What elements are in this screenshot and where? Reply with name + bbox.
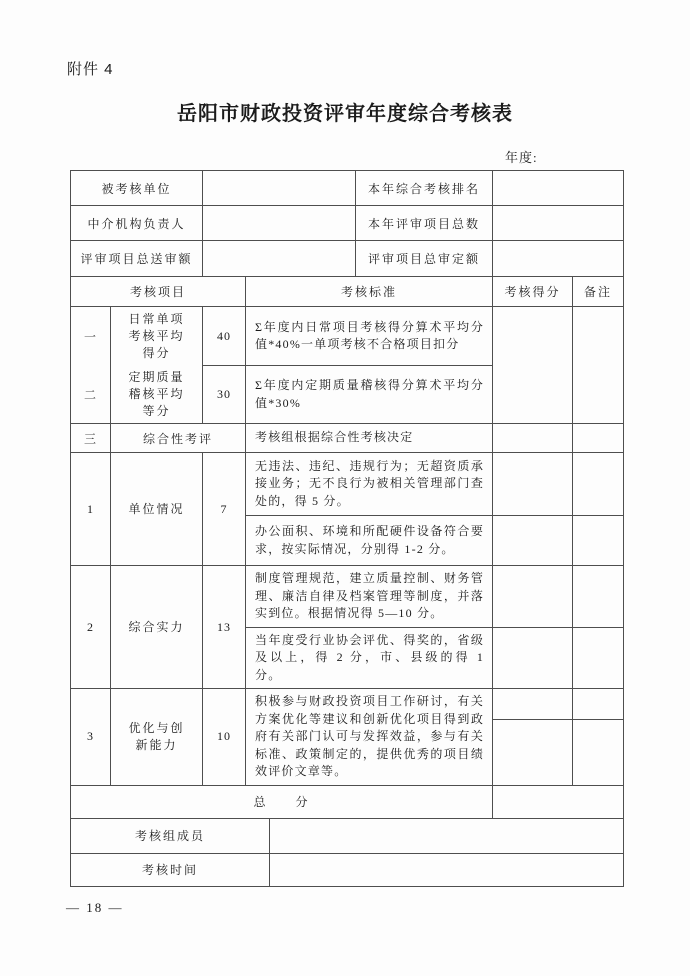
row-standard-cell: 无违法、违纪、违规行为；无超资质承接业务；无不良行为被相关管理部门查处的，得 5 分。 [246, 453, 493, 516]
score-blank-cell [493, 516, 573, 566]
page-number: — 18 — [66, 900, 124, 915]
info-row [71, 241, 624, 277]
header-score: 考核得分 [493, 277, 573, 307]
info-value-approved-amount [493, 241, 624, 277]
row-no-cell: 三 [71, 424, 111, 453]
table-row [71, 453, 624, 516]
row-no-cell: 2 [71, 566, 111, 689]
row-no-cell: 1 [71, 453, 111, 566]
remark-blank-cell [573, 516, 624, 566]
table-header-row [71, 277, 624, 307]
row-standard-cell: 考核组根据综合性考核决定 [246, 424, 493, 453]
info-label-project-count: 本年评审项目总数 [356, 206, 493, 241]
table-row [71, 307, 624, 366]
row-name-cell: 综合实力 [111, 566, 203, 689]
score-blank-cell [493, 424, 573, 453]
row-standard-cell: 办公面积、环境和所配硬件设备符合要求，按实际情况，分别得 1-2 分。 [246, 516, 493, 566]
table-row [71, 689, 624, 720]
header-standard: 考核标准 [246, 277, 493, 307]
info-label-submitted-amount: 评审项目总送审额 [71, 241, 203, 277]
header-remark: 备注 [573, 277, 624, 307]
row-weight-cell: 40 [203, 307, 246, 366]
row-name-cell: 综合性考评 [111, 424, 246, 453]
info-label-assessed-unit: 被考核单位 [71, 171, 203, 206]
info-row [71, 171, 624, 206]
row-name-cell: 优化与创 新能力 [111, 689, 203, 786]
row-standard-cell: Σ年度内日常项目考核得分算术平均分值*40%一单项考核不合格项目扣分 [246, 307, 493, 366]
remark-blank-cell [573, 627, 624, 689]
remark-blank-cell [573, 307, 624, 424]
row-weight-cell: 13 [203, 566, 246, 689]
total-label: 总 分 [71, 785, 493, 818]
page-title: 岳阳市财政投资评审年度综合考核表 [177, 103, 513, 125]
info-row [71, 206, 624, 241]
info-label-approved-amount: 评审项目总审定额 [356, 241, 493, 277]
header-item: 考核项目 [71, 277, 246, 307]
row-standard-cell: 当年度受行业协会评优、得奖的，省级及以上，得 2 分，市、县级的得 1 分。 [246, 627, 493, 689]
row-weight-cell: 30 [203, 366, 246, 424]
row-no-cell: 3 [71, 689, 111, 786]
score-blank-cell [493, 307, 573, 424]
row-no-cell: 一 [71, 307, 111, 366]
team-row [71, 818, 624, 853]
total-row [71, 785, 624, 818]
row-standard-cell: 制度管理规范，建立质量控制、财务管理、廉洁自律及档案管理等制度，并落实到位。根据情况得 5—10 分。 [246, 566, 493, 628]
table-row [71, 424, 624, 453]
attachment-label: 附件 4 [67, 61, 114, 78]
time-label: 考核时间 [71, 853, 270, 886]
row-standard-cell: Σ年度内定期质量稽核得分算术平均分值*30% [246, 366, 493, 424]
row-weight-cell: 10 [203, 689, 246, 786]
info-label-agency-head: 中介机构负责人 [71, 206, 203, 241]
row-standard-cell: 积极参与财政投资项目工作研讨，有关方案优化等建议和创新优化项目得到政府有关部门认可与发挥效益，参与有关标准、政策制定的，提供优秀的项目绩效评价文章等。 [246, 689, 493, 786]
table-row [71, 566, 624, 628]
time-value-cell [270, 853, 624, 886]
team-label: 考核组成员 [71, 818, 270, 853]
score-blank-cell [493, 453, 573, 516]
info-label-annual-ranking: 本年综合考核排名 [356, 171, 493, 206]
remark-blank-cell [573, 719, 624, 785]
row-name-cell: 日常单项 考核平均 得分 [111, 307, 203, 366]
score-blank-cell [493, 689, 573, 720]
row-name-cell: 定期质量 稽核平均 等分 [111, 366, 203, 424]
info-value-project-count [493, 206, 624, 241]
score-blank-cell [493, 627, 573, 689]
info-value-submitted-amount [203, 241, 356, 277]
remark-blank-cell [573, 453, 624, 516]
remark-blank-cell [573, 689, 624, 720]
info-value-agency-head [203, 206, 356, 241]
team-value-cell [270, 818, 624, 853]
row-name-cell: 单位情况 [111, 453, 203, 566]
row-weight-cell: 7 [203, 453, 246, 566]
info-value-annual-ranking [493, 171, 624, 206]
year-label: 年度: [505, 150, 538, 165]
time-row [71, 853, 624, 886]
score-blank-cell [493, 566, 573, 628]
assessment-table [70, 170, 624, 887]
info-value-assessed-unit [203, 171, 356, 206]
row-no-cell: 二 [71, 366, 111, 424]
remark-blank-cell [573, 424, 624, 453]
remark-blank-cell [573, 566, 624, 628]
score-blank-cell [493, 719, 573, 785]
total-value-cell [493, 785, 624, 818]
